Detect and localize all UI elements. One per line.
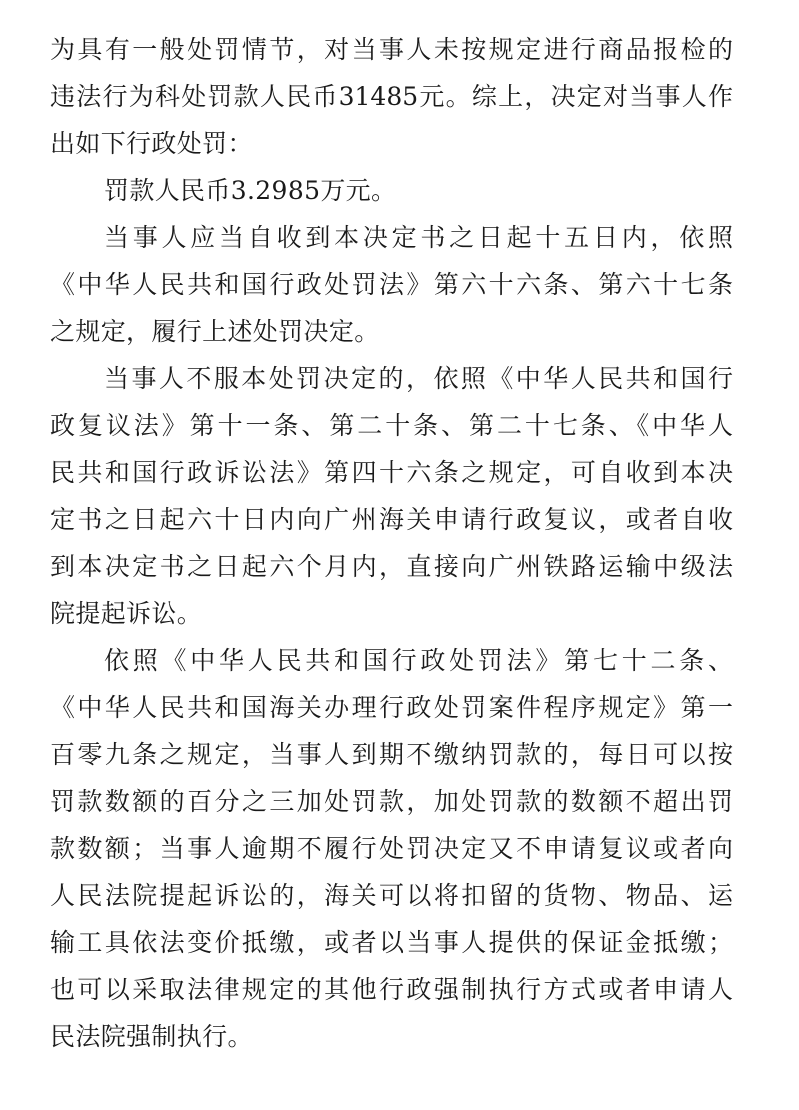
text-line: 之规定，履行上述处罚决定。 bbox=[50, 317, 380, 346]
text-line: 罚款数额的百分之三加处罚款，加处罚款的数额不超出罚 bbox=[50, 787, 733, 816]
text-line: 当事人不服本处罚决定的，依照《中华人民共和国行 bbox=[104, 364, 733, 393]
text-line: 院提起诉讼。 bbox=[50, 599, 203, 628]
text-line: 为具有一般处罚情节，对当事人未按规定进行商品报检的 bbox=[50, 35, 733, 64]
text-line: 出如下行政处罚： bbox=[50, 129, 253, 158]
text-line: 政复议法》第十一条、第二十条、第二十七条、《中华人 bbox=[50, 411, 733, 440]
text-line: 款数额；当事人逾期不履行处罚决定又不申请复议或者向 bbox=[50, 834, 733, 863]
text-line: 也可以采取法律规定的其他行政强制执行方式或者申请人 bbox=[50, 975, 733, 1004]
text-line: 民法院强制执行。 bbox=[50, 1022, 253, 1051]
text-line: 当事人应当自收到本决定书之日起十五日内，依照 bbox=[104, 223, 733, 252]
text-line: 罚款人民币3.2985万元。 bbox=[104, 176, 397, 205]
text-line: 到本决定书之日起六个月内，直接向广州铁路运输中级法 bbox=[50, 552, 733, 581]
text-line: 定书之日起六十日内向广州海关申请行政复议，或者自收 bbox=[50, 505, 733, 534]
text-line: 输工具依法变价抵缴，或者以当事人提供的保证金抵缴； bbox=[50, 928, 733, 957]
text-line: 《中华人民共和国行政处罚法》第六十六条、第六十七条 bbox=[50, 270, 733, 299]
text-line: 民共和国行政诉讼法》第四十六条之规定，可自收到本决 bbox=[50, 458, 733, 487]
text-line: 依照《中华人民共和国行政处罚法》第七十二条、 bbox=[104, 646, 733, 675]
text-line: 人民法院提起诉讼的，海关可以将扣留的货物、物品、运 bbox=[50, 881, 733, 910]
text-line: 《中华人民共和国海关办理行政处罚案件程序规定》第一 bbox=[50, 693, 733, 722]
text-line: 违法行为科处罚款人民币31485元。综上，决定对当事人作 bbox=[50, 82, 733, 111]
text-line: 百零九条之规定，当事人到期不缴纳罚款的，每日可以按 bbox=[50, 740, 733, 769]
